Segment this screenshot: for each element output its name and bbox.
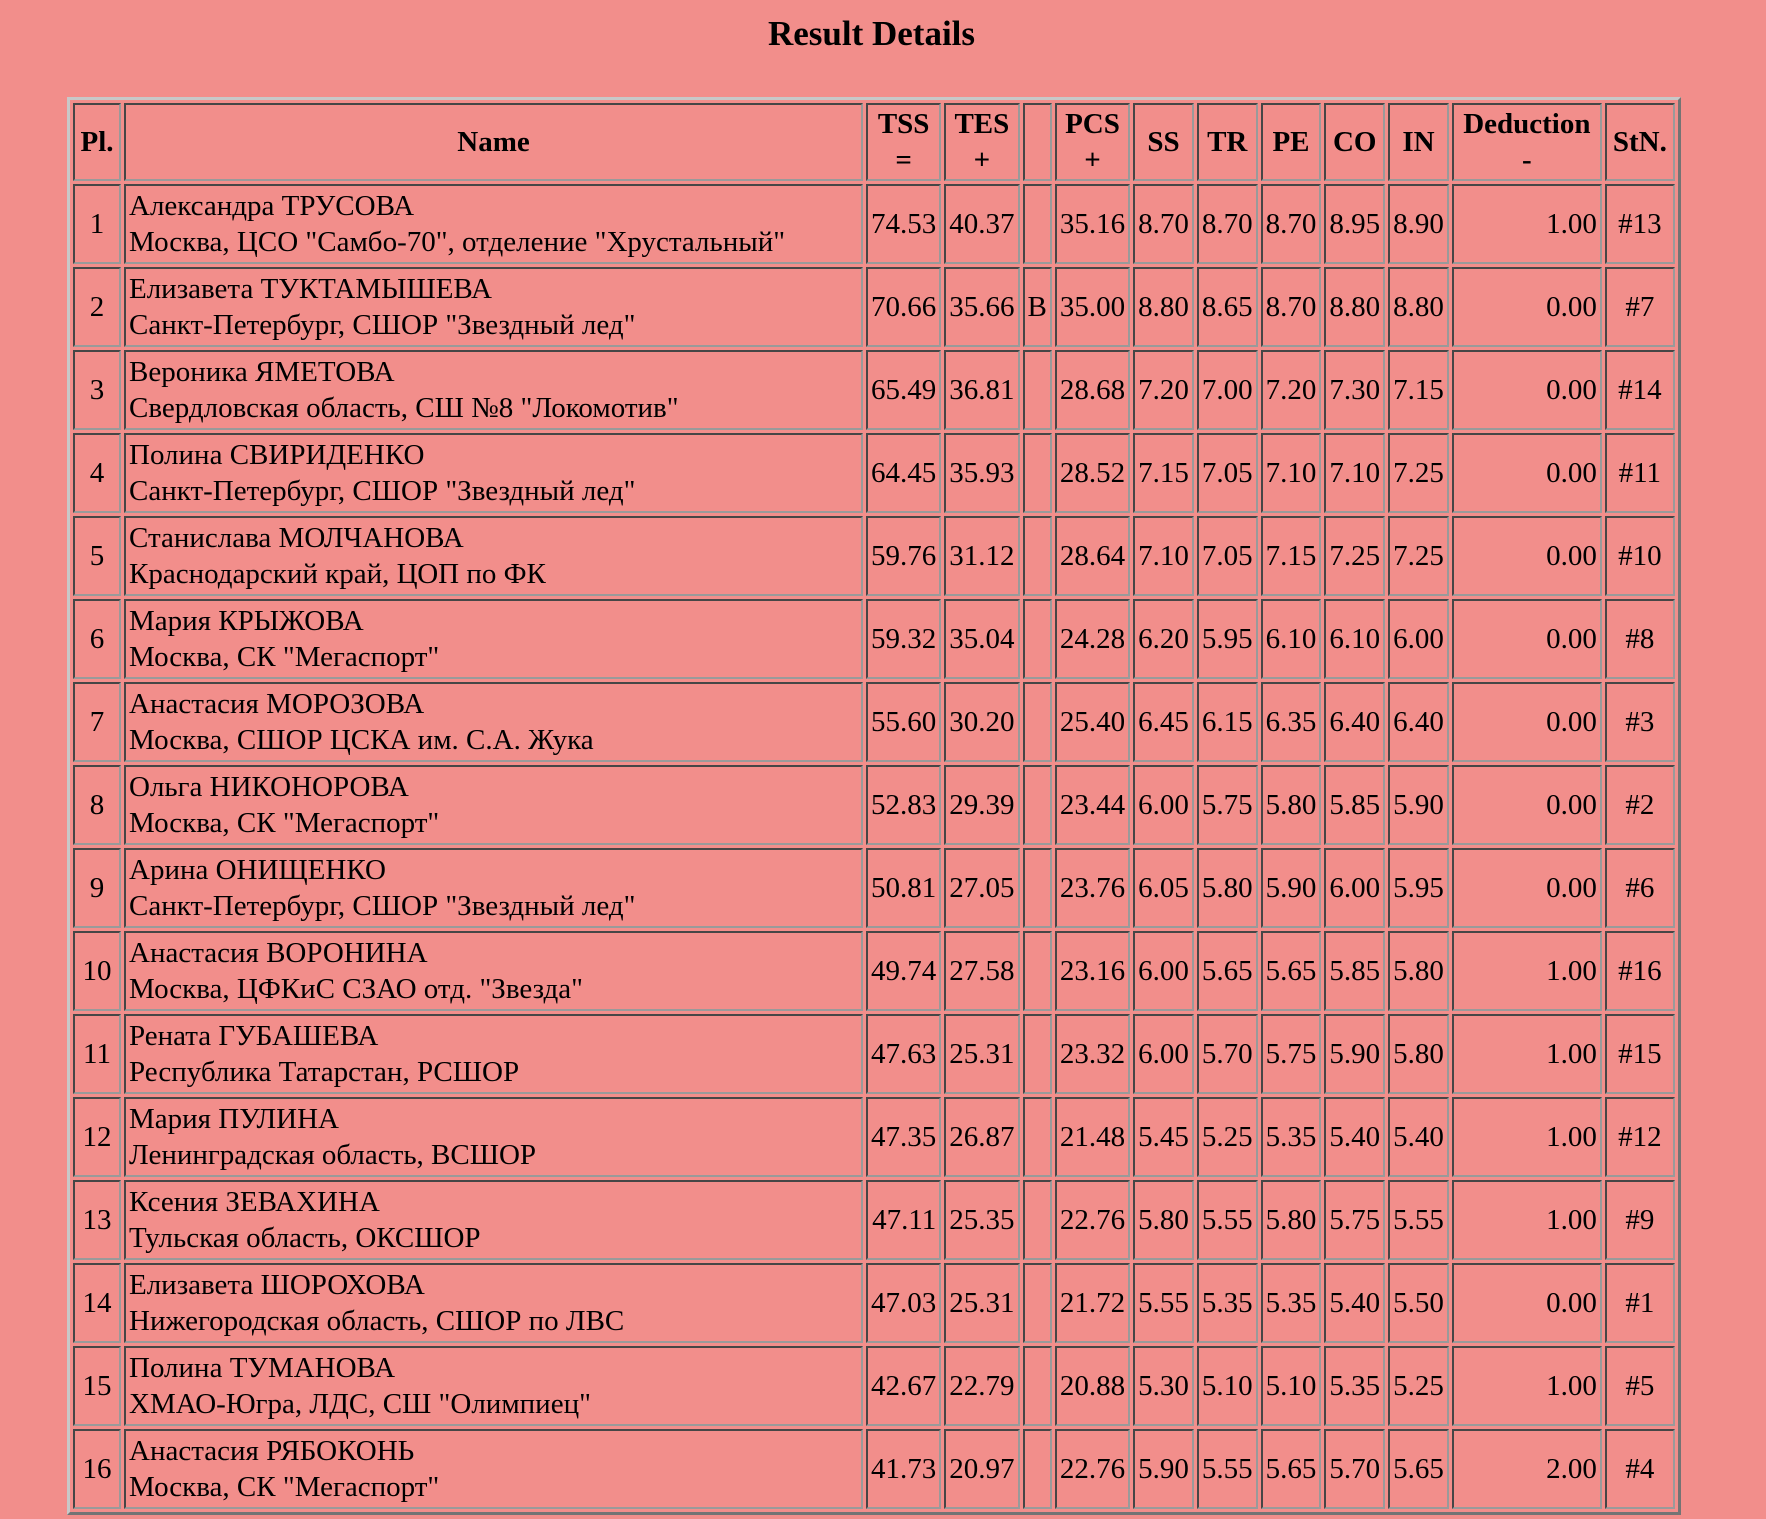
- header-tss: [866, 103, 941, 181]
- skater-club: Ленинградская область, ВСШОР: [129, 1139, 537, 1171]
- skater-club: Тульская область, ОКСШОР: [129, 1222, 481, 1254]
- place-cell: 7: [73, 682, 121, 762]
- skater-name: Станислава МОЛЧАНОВА: [129, 522, 464, 554]
- name-cell: [124, 931, 863, 1011]
- start-number-cell: #10: [1605, 516, 1675, 596]
- pcs-cell: 23.44: [1055, 765, 1130, 845]
- deduction-cell: 0.00: [1452, 1263, 1602, 1343]
- skater-club: Москва, СШОР ЦСКА им. С.А. Жука: [129, 724, 594, 756]
- deduction-cell: 0.00: [1452, 350, 1602, 430]
- pcs-cell: 28.64: [1055, 516, 1130, 596]
- header-name: Name: [124, 103, 863, 181]
- tss-cell: 47.35: [866, 1097, 941, 1177]
- skater-club: Москва, СК "Мегаспорт": [129, 807, 440, 839]
- skater-club: Краснодарский край, ЦОП по ФК: [129, 558, 546, 590]
- in-cell: 5.25: [1388, 1346, 1449, 1426]
- start-number-cell: #4: [1605, 1429, 1675, 1509]
- skater-club: Москва, ЦФКиС СЗАО отд. "Звезда": [129, 973, 583, 1005]
- header-deduction-label: Deduction: [1463, 108, 1591, 140]
- header-pcs-sign: +: [1084, 144, 1101, 176]
- tr-cell: 5.35: [1197, 1263, 1258, 1343]
- header-pcs-label: PCS: [1065, 108, 1120, 140]
- tss-cell: 42.67: [866, 1346, 941, 1426]
- place-cell: 15: [73, 1346, 121, 1426]
- start-number-cell: #8: [1605, 599, 1675, 679]
- table-row: [73, 433, 1675, 513]
- deduction-cell: 1.00: [1452, 1180, 1602, 1260]
- header-co: CO: [1324, 103, 1385, 181]
- pe-cell: 6.10: [1261, 599, 1322, 679]
- elem-mark-cell: [1023, 599, 1052, 679]
- pe-cell: 5.80: [1261, 765, 1322, 845]
- header-stn: StN.: [1605, 103, 1675, 181]
- header-pe: PE: [1261, 103, 1322, 181]
- skater-club: Нижегородская область, СШОР по ЛВС: [129, 1305, 625, 1337]
- co-cell: 5.35: [1324, 1346, 1385, 1426]
- ss-cell: 7.20: [1133, 350, 1194, 430]
- in-cell: 7.25: [1388, 516, 1449, 596]
- co-cell: 5.90: [1324, 1014, 1385, 1094]
- name-cell: [124, 848, 863, 928]
- table-row: [73, 516, 1675, 596]
- co-cell: 7.25: [1324, 516, 1385, 596]
- pe-cell: 8.70: [1261, 184, 1322, 264]
- co-cell: 5.70: [1324, 1429, 1385, 1509]
- ss-cell: 6.00: [1133, 931, 1194, 1011]
- in-cell: 5.90: [1388, 765, 1449, 845]
- in-cell: 6.40: [1388, 682, 1449, 762]
- tss-cell: 65.49: [866, 350, 941, 430]
- start-number-cell: #12: [1605, 1097, 1675, 1177]
- tes-cell: 20.97: [944, 1429, 1019, 1509]
- place-cell: 8: [73, 765, 121, 845]
- co-cell: 7.10: [1324, 433, 1385, 513]
- pcs-cell: 35.00: [1055, 267, 1130, 347]
- tss-cell: 47.03: [866, 1263, 941, 1343]
- tss-cell: 49.74: [866, 931, 941, 1011]
- pcs-cell: 23.76: [1055, 848, 1130, 928]
- pe-cell: 5.75: [1261, 1014, 1322, 1094]
- name-cell: [124, 516, 863, 596]
- skater-name: Полина СВИРИДЕНКО: [129, 439, 425, 471]
- tr-cell: 8.70: [1197, 184, 1258, 264]
- table-row: [73, 184, 1675, 264]
- skater-name: Ксения ЗЕВАХИНА: [129, 1186, 380, 1218]
- skater-club: Москва, СК "Мегаспорт": [129, 1471, 440, 1503]
- header-pcs: [1055, 103, 1130, 181]
- page-title: Result Details: [767, 14, 976, 53]
- in-cell: 5.40: [1388, 1097, 1449, 1177]
- name-cell: [124, 1263, 863, 1343]
- deduction-cell: 0.00: [1452, 433, 1602, 513]
- deduction-cell: 1.00: [1452, 1346, 1602, 1426]
- pcs-cell: 22.76: [1055, 1429, 1130, 1509]
- deduction-cell: 0.00: [1452, 267, 1602, 347]
- ss-cell: 5.55: [1133, 1263, 1194, 1343]
- place-cell: 16: [73, 1429, 121, 1509]
- name-cell: [124, 267, 863, 347]
- table-row: [73, 1097, 1675, 1177]
- tss-cell: 47.63: [866, 1014, 941, 1094]
- pe-cell: 5.80: [1261, 1180, 1322, 1260]
- tr-cell: 8.65: [1197, 267, 1258, 347]
- ss-cell: 5.80: [1133, 1180, 1194, 1260]
- place-cell: 13: [73, 1180, 121, 1260]
- tss-cell: 55.60: [866, 682, 941, 762]
- co-cell: 5.40: [1324, 1097, 1385, 1177]
- tss-cell: 64.45: [866, 433, 941, 513]
- start-number-cell: #14: [1605, 350, 1675, 430]
- pe-cell: 7.10: [1261, 433, 1322, 513]
- header-tes-label: TES: [954, 108, 1010, 140]
- elem-mark-cell: [1023, 1429, 1052, 1509]
- place-cell: 10: [73, 931, 121, 1011]
- tes-cell: 25.31: [944, 1014, 1019, 1094]
- name-cell: [124, 1429, 863, 1509]
- name-cell: [124, 682, 863, 762]
- table-row: [73, 1263, 1675, 1343]
- pcs-cell: 21.48: [1055, 1097, 1130, 1177]
- tes-cell: 25.35: [944, 1180, 1019, 1260]
- ss-cell: 7.10: [1133, 516, 1194, 596]
- pe-cell: 5.35: [1261, 1097, 1322, 1177]
- in-cell: 5.80: [1388, 1014, 1449, 1094]
- tes-cell: 35.93: [944, 433, 1019, 513]
- pcs-cell: 24.28: [1055, 599, 1130, 679]
- co-cell: 5.75: [1324, 1180, 1385, 1260]
- pe-cell: 5.35: [1261, 1263, 1322, 1343]
- pe-cell: 7.20: [1261, 350, 1322, 430]
- name-cell: [124, 1014, 863, 1094]
- elem-mark-cell: [1023, 184, 1052, 264]
- skater-name: Александра ТРУСОВА: [129, 190, 415, 222]
- elem-mark-cell: [1023, 350, 1052, 430]
- name-cell: [124, 433, 863, 513]
- place-cell: 1: [73, 184, 121, 264]
- place-cell: 6: [73, 599, 121, 679]
- pe-cell: 5.65: [1261, 931, 1322, 1011]
- tes-cell: 31.12: [944, 516, 1019, 596]
- tes-cell: 36.81: [944, 350, 1019, 430]
- skater-name: Ольга НИКОНОРОВА: [129, 771, 409, 803]
- pcs-cell: 35.16: [1055, 184, 1130, 264]
- name-cell: [124, 350, 863, 430]
- start-number-cell: #13: [1605, 184, 1675, 264]
- pe-cell: 5.65: [1261, 1429, 1322, 1509]
- place-cell: 4: [73, 433, 121, 513]
- header-elem: [1023, 103, 1052, 181]
- pcs-cell: 21.72: [1055, 1263, 1130, 1343]
- place-cell: 12: [73, 1097, 121, 1177]
- skater-club: Свердловская область, СШ №8 "Локомотив": [129, 392, 679, 424]
- header-deduction: [1452, 103, 1602, 181]
- header-tes: [944, 103, 1019, 181]
- tss-cell: 59.32: [866, 599, 941, 679]
- co-cell: 5.85: [1324, 765, 1385, 845]
- header-deduction-sign: -: [1522, 144, 1532, 176]
- skater-name: Анастасия МОРОЗОВА: [129, 688, 425, 720]
- elem-mark-cell: [1023, 1263, 1052, 1343]
- place-cell: 11: [73, 1014, 121, 1094]
- ss-cell: 8.70: [1133, 184, 1194, 264]
- deduction-cell: 0.00: [1452, 599, 1602, 679]
- start-number-cell: #5: [1605, 1346, 1675, 1426]
- co-cell: 6.10: [1324, 599, 1385, 679]
- ss-cell: 5.30: [1133, 1346, 1194, 1426]
- co-cell: 6.00: [1324, 848, 1385, 928]
- header-ss: SS: [1133, 103, 1194, 181]
- start-number-cell: #11: [1605, 433, 1675, 513]
- start-number-cell: #2: [1605, 765, 1675, 845]
- table-row: [73, 931, 1675, 1011]
- tr-cell: 5.55: [1197, 1180, 1258, 1260]
- tes-cell: 35.66: [944, 267, 1019, 347]
- pe-cell: 5.10: [1261, 1346, 1322, 1426]
- skater-club: Санкт-Петербург, СШОР "Звездный лед": [129, 890, 636, 922]
- skater-club: ХМАО-Югра, ЛДС, СШ "Олимпиец": [129, 1388, 591, 1420]
- skater-name: Мария КРЫЖОВА: [129, 605, 364, 637]
- table-row: [73, 848, 1675, 928]
- deduction-cell: 1.00: [1452, 1014, 1602, 1094]
- deduction-cell: 1.00: [1452, 1097, 1602, 1177]
- deduction-cell: 0.00: [1452, 765, 1602, 845]
- skater-name: Вероника ЯМЕТОВА: [129, 356, 395, 388]
- skater-club: Санкт-Петербург, СШОР "Звездный лед": [129, 309, 636, 341]
- place-cell: 5: [73, 516, 121, 596]
- skater-name: Елизавета ТУКТАМЫШЕВА: [129, 273, 492, 305]
- pe-cell: 5.90: [1261, 848, 1322, 928]
- header-tss-label: TSS: [877, 108, 930, 140]
- tr-cell: 5.55: [1197, 1429, 1258, 1509]
- header-tr: TR: [1197, 103, 1258, 181]
- skater-name: Арина ОНИЩЕНКО: [129, 854, 386, 886]
- ss-cell: 6.00: [1133, 765, 1194, 845]
- tr-cell: 5.65: [1197, 931, 1258, 1011]
- tr-cell: 5.10: [1197, 1346, 1258, 1426]
- tes-cell: 27.58: [944, 931, 1019, 1011]
- co-cell: 5.85: [1324, 931, 1385, 1011]
- ss-cell: 5.45: [1133, 1097, 1194, 1177]
- header-tes-sign: +: [973, 144, 991, 176]
- header-pl: Pl.: [73, 103, 121, 181]
- table-row: [73, 1014, 1675, 1094]
- deduction-cell: 2.00: [1452, 1429, 1602, 1509]
- name-cell: [124, 599, 863, 679]
- tr-cell: 5.70: [1197, 1014, 1258, 1094]
- pcs-cell: 22.76: [1055, 1180, 1130, 1260]
- tes-cell: 40.37: [944, 184, 1019, 264]
- tes-cell: 26.87: [944, 1097, 1019, 1177]
- skater-name: Анастасия РЯБОКОНЬ: [129, 1435, 415, 1467]
- tr-cell: 7.05: [1197, 433, 1258, 513]
- in-cell: 7.15: [1388, 350, 1449, 430]
- skater-club: Москва, СК "Мегаспорт": [129, 641, 440, 673]
- start-number-cell: #16: [1605, 931, 1675, 1011]
- tr-cell: 7.05: [1197, 516, 1258, 596]
- elem-mark-cell: [1023, 433, 1052, 513]
- start-number-cell: #15: [1605, 1014, 1675, 1094]
- ss-cell: 6.20: [1133, 599, 1194, 679]
- tes-cell: 29.39: [944, 765, 1019, 845]
- tr-cell: 5.75: [1197, 765, 1258, 845]
- start-number-cell: #7: [1605, 267, 1675, 347]
- ss-cell: 6.00: [1133, 1014, 1194, 1094]
- results-table: [67, 97, 1681, 1515]
- deduction-cell: 1.00: [1452, 931, 1602, 1011]
- elem-mark-cell: [1023, 516, 1052, 596]
- co-cell: 8.95: [1324, 184, 1385, 264]
- tss-cell: 74.53: [866, 184, 941, 264]
- header-row: [73, 103, 1675, 181]
- co-cell: 5.40: [1324, 1263, 1385, 1343]
- elem-mark-cell: [1023, 1180, 1052, 1260]
- in-cell: 8.90: [1388, 184, 1449, 264]
- place-cell: 2: [73, 267, 121, 347]
- table-row: [73, 1346, 1675, 1426]
- skater-name: Анастасия ВОРОНИНА: [129, 937, 428, 969]
- pcs-cell: 20.88: [1055, 1346, 1130, 1426]
- pcs-cell: 23.16: [1055, 931, 1130, 1011]
- start-number-cell: #6: [1605, 848, 1675, 928]
- tr-cell: 5.95: [1197, 599, 1258, 679]
- in-cell: 5.55: [1388, 1180, 1449, 1260]
- elem-mark-cell: [1023, 682, 1052, 762]
- pcs-cell: 25.40: [1055, 682, 1130, 762]
- name-cell: [124, 184, 863, 264]
- start-number-cell: #9: [1605, 1180, 1675, 1260]
- tss-cell: 50.81: [866, 848, 941, 928]
- in-cell: 7.25: [1388, 433, 1449, 513]
- tss-cell: 52.83: [866, 765, 941, 845]
- in-cell: 5.95: [1388, 848, 1449, 928]
- place-cell: 3: [73, 350, 121, 430]
- tr-cell: 7.00: [1197, 350, 1258, 430]
- skater-name: Рената ГУБАШЕВА: [129, 1020, 379, 1052]
- skater-club: Санкт-Петербург, СШОР "Звездный лед": [129, 475, 636, 507]
- tr-cell: 6.15: [1197, 682, 1258, 762]
- pe-cell: 8.70: [1261, 267, 1322, 347]
- elem-mark-cell: [1023, 1097, 1052, 1177]
- elem-mark-cell: B: [1023, 267, 1052, 347]
- pcs-cell: 28.68: [1055, 350, 1130, 430]
- table-row: [73, 1429, 1675, 1509]
- place-cell: 14: [73, 1263, 121, 1343]
- table-row: [73, 765, 1675, 845]
- in-cell: 5.80: [1388, 931, 1449, 1011]
- in-cell: 5.50: [1388, 1263, 1449, 1343]
- name-cell: [124, 1346, 863, 1426]
- ss-cell: 6.45: [1133, 682, 1194, 762]
- skater-name: Полина ТУМАНОВА: [129, 1352, 396, 1384]
- table-row: [73, 1180, 1675, 1260]
- deduction-cell: 1.00: [1452, 184, 1602, 264]
- in-cell: 6.00: [1388, 599, 1449, 679]
- name-cell: [124, 765, 863, 845]
- ss-cell: 5.90: [1133, 1429, 1194, 1509]
- elem-mark-cell: [1023, 848, 1052, 928]
- pe-cell: 7.15: [1261, 516, 1322, 596]
- co-cell: 8.80: [1324, 267, 1385, 347]
- elem-mark-cell: [1023, 1014, 1052, 1094]
- tss-cell: 59.76: [866, 516, 941, 596]
- tss-cell: 41.73: [866, 1429, 941, 1509]
- ss-cell: 7.15: [1133, 433, 1194, 513]
- co-cell: 6.40: [1324, 682, 1385, 762]
- skater-name: Елизавета ШОРОХОВА: [129, 1269, 425, 1301]
- in-cell: 5.65: [1388, 1429, 1449, 1509]
- table-row: [73, 682, 1675, 762]
- pcs-cell: 28.52: [1055, 433, 1130, 513]
- start-number-cell: #1: [1605, 1263, 1675, 1343]
- tes-cell: 35.04: [944, 599, 1019, 679]
- tr-cell: 5.25: [1197, 1097, 1258, 1177]
- tes-cell: 30.20: [944, 682, 1019, 762]
- skater-club: Республика Татарстан, РСШОР: [129, 1056, 520, 1088]
- ss-cell: 8.80: [1133, 267, 1194, 347]
- co-cell: 7.30: [1324, 350, 1385, 430]
- tss-cell: 47.11: [866, 1180, 941, 1260]
- elem-mark-cell: [1023, 1346, 1052, 1426]
- table-row: [73, 599, 1675, 679]
- name-cell: [124, 1097, 863, 1177]
- deduction-cell: 0.00: [1452, 516, 1602, 596]
- tr-cell: 5.80: [1197, 848, 1258, 928]
- skater-name: Мария ПУЛИНА: [129, 1103, 339, 1135]
- place-cell: 9: [73, 848, 121, 928]
- in-cell: 8.80: [1388, 267, 1449, 347]
- header-tss-sign: =: [895, 144, 912, 176]
- tes-cell: 25.31: [944, 1263, 1019, 1343]
- tes-cell: 27.05: [944, 848, 1019, 928]
- table-row: [73, 267, 1675, 347]
- elem-mark-cell: [1023, 931, 1052, 1011]
- deduction-cell: 0.00: [1452, 682, 1602, 762]
- elem-mark-cell: [1023, 765, 1052, 845]
- header-in: IN: [1388, 103, 1449, 181]
- tss-cell: 70.66: [866, 267, 941, 347]
- pcs-cell: 23.32: [1055, 1014, 1130, 1094]
- pe-cell: 6.35: [1261, 682, 1322, 762]
- table-row: [73, 350, 1675, 430]
- ss-cell: 6.05: [1133, 848, 1194, 928]
- tes-cell: 22.79: [944, 1346, 1019, 1426]
- skater-club: Москва, ЦСО "Самбо-70", отделение "Хрустальный": [129, 226, 786, 258]
- name-cell: [124, 1180, 863, 1260]
- deduction-cell: 0.00: [1452, 848, 1602, 928]
- start-number-cell: #3: [1605, 682, 1675, 762]
